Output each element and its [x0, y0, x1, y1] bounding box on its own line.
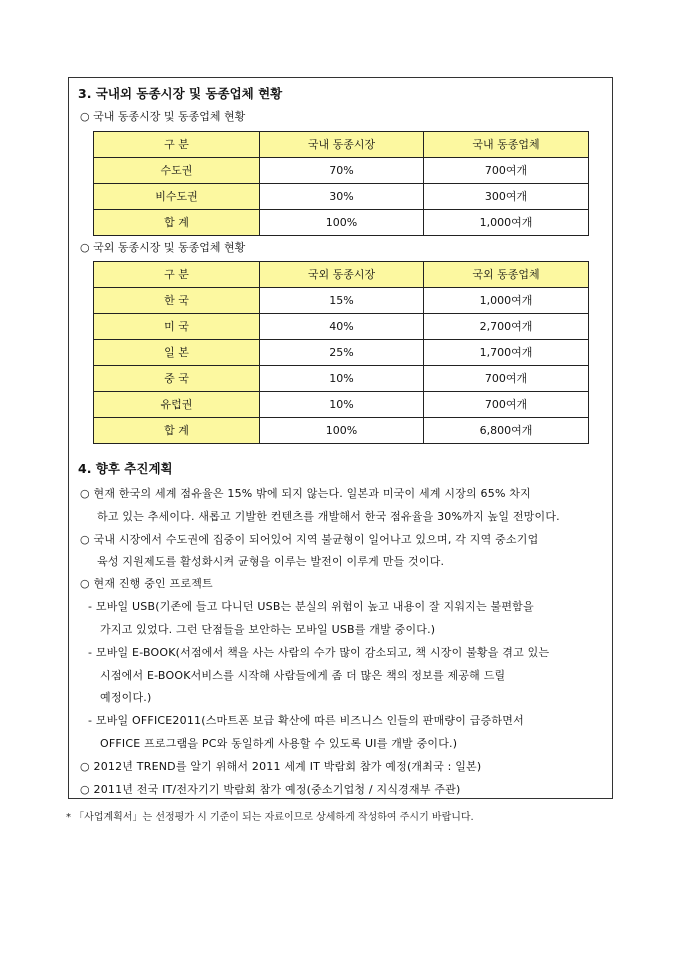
table-cell: 1,000여개: [424, 288, 589, 314]
table-cell: 700여개: [424, 158, 589, 184]
foreign-label: ○ 국외 동종시장 및 동종업체 현황: [80, 241, 246, 254]
table-cell: 15%: [260, 288, 424, 314]
header-cell: 국내 동종업체: [424, 132, 589, 158]
table-cell: 1,000여개: [424, 210, 589, 236]
section4-title: 4. 향후 추진계획: [78, 461, 173, 476]
table-cell: 10%: [260, 366, 424, 392]
header-cell: 구 분: [94, 132, 260, 158]
footnote: * 「사업계획서」는 선정평가 시 기준이 되는 자료이므로 상세하게 작성하여 주시기 바랍니다.: [66, 812, 474, 823]
table-cell: 비수도권: [94, 184, 260, 210]
plan-line: 예정이다.): [100, 691, 152, 704]
table-cell: 2,700여개: [424, 314, 589, 340]
table-cell: 미 국: [94, 314, 260, 340]
table-cell: 100%: [260, 418, 424, 444]
section3-title: 3. 국내외 동종시장 및 동종업체 현황: [78, 86, 283, 101]
table-row: [94, 366, 589, 392]
table-row: [94, 184, 589, 210]
foreign-table: [93, 261, 589, 444]
table-row: [94, 210, 589, 236]
table-cell: 유럽권: [94, 392, 260, 418]
plan-line: 시점에서 E-BOOK서비스를 시작해 사람들에게 좀 더 많은 책의 정보를 제공해 드릴: [100, 669, 506, 682]
plan-line: 육성 지원제도를 활성화시켜 균형을 이루는 발전이 이루게 만들 것이다.: [97, 555, 445, 568]
plan-line: - 모바일 USB(기존에 들고 다니던 USB는 분실의 위험이 높고 내용이 잘 지워지는 불편함을: [88, 600, 534, 613]
table-cell: 일 본: [94, 340, 260, 366]
plan-line: ○ 2011년 전국 IT/전자기기 박람회 참가 예정(중소기업청 / 지식경재부 주관): [80, 783, 461, 796]
table-cell: 10%: [260, 392, 424, 418]
plan-line: OFFICE 프로그램을 PC와 동일하게 사용할 수 있도록 UI를 개발 중이다.): [100, 737, 458, 750]
plan-line: - 모바일 E-BOOK(서점에서 책을 사는 사람의 수가 많이 감소되고, 책 시장이 불황을 겪고 있는: [88, 646, 550, 659]
plan-line: ○ 국내 시장에서 수도권에 집중이 되어있어 지역 불균형이 일어나고 있으며, 각 지역 중소기업: [80, 533, 539, 546]
plan-line: ○ 현재 진행 중인 프로젝트: [80, 577, 213, 590]
table-row: [94, 392, 589, 418]
table-header-row: [94, 132, 589, 158]
domestic-table: [93, 131, 589, 236]
table-cell: 30%: [260, 184, 424, 210]
table-cell: 수도권: [94, 158, 260, 184]
table-row: [94, 158, 589, 184]
table-row: [94, 418, 589, 444]
table-cell: 300여개: [424, 184, 589, 210]
table-cell: 중 국: [94, 366, 260, 392]
table-row: [94, 340, 589, 366]
table-cell: 합 계: [94, 210, 260, 236]
plan-line: 하고 있는 추세이다. 새롭고 기발한 컨텐츠를 개발해서 한국 점유율을 30%까지 높일 전망이다.: [97, 510, 560, 523]
table-cell: 한 국: [94, 288, 260, 314]
table-cell: 1,700여개: [424, 340, 589, 366]
table-cell: 100%: [260, 210, 424, 236]
header-cell: 국외 동종업체: [424, 262, 589, 288]
plan-line: ○ 2012년 TREND를 알기 위해서 2011 세계 IT 박람회 참가 예정(개최국 : 일본): [80, 760, 482, 773]
table-cell: 700여개: [424, 392, 589, 418]
header-cell: 국외 동종시장: [260, 262, 424, 288]
domestic-label: ○ 국내 동종시장 및 동종업체 현황: [80, 110, 246, 123]
table-header-row: [94, 262, 589, 288]
plan-line: 가지고 있었다. 그런 단점들을 보안하는 모바일 USB를 개발 중이다.): [100, 623, 436, 636]
plan-line: - 모바일 OFFICE2011(스마트폰 보급 확산에 따른 비즈니스 인들의 판매량이 급증하면서: [88, 714, 524, 727]
header-cell: 국내 동종시장: [260, 132, 424, 158]
table-cell: 40%: [260, 314, 424, 340]
table-cell: 합 계: [94, 418, 260, 444]
table-row: [94, 314, 589, 340]
table-row: [94, 288, 589, 314]
table-cell: 700여개: [424, 366, 589, 392]
table-cell: 25%: [260, 340, 424, 366]
header-cell: 구 분: [94, 262, 260, 288]
plan-line: ○ 현재 한국의 세계 점유율은 15% 밖에 되지 않는다. 일본과 미국이 세계 시장의 65% 차지: [80, 487, 531, 500]
table-cell: 6,800여개: [424, 418, 589, 444]
table-cell: 70%: [260, 158, 424, 184]
